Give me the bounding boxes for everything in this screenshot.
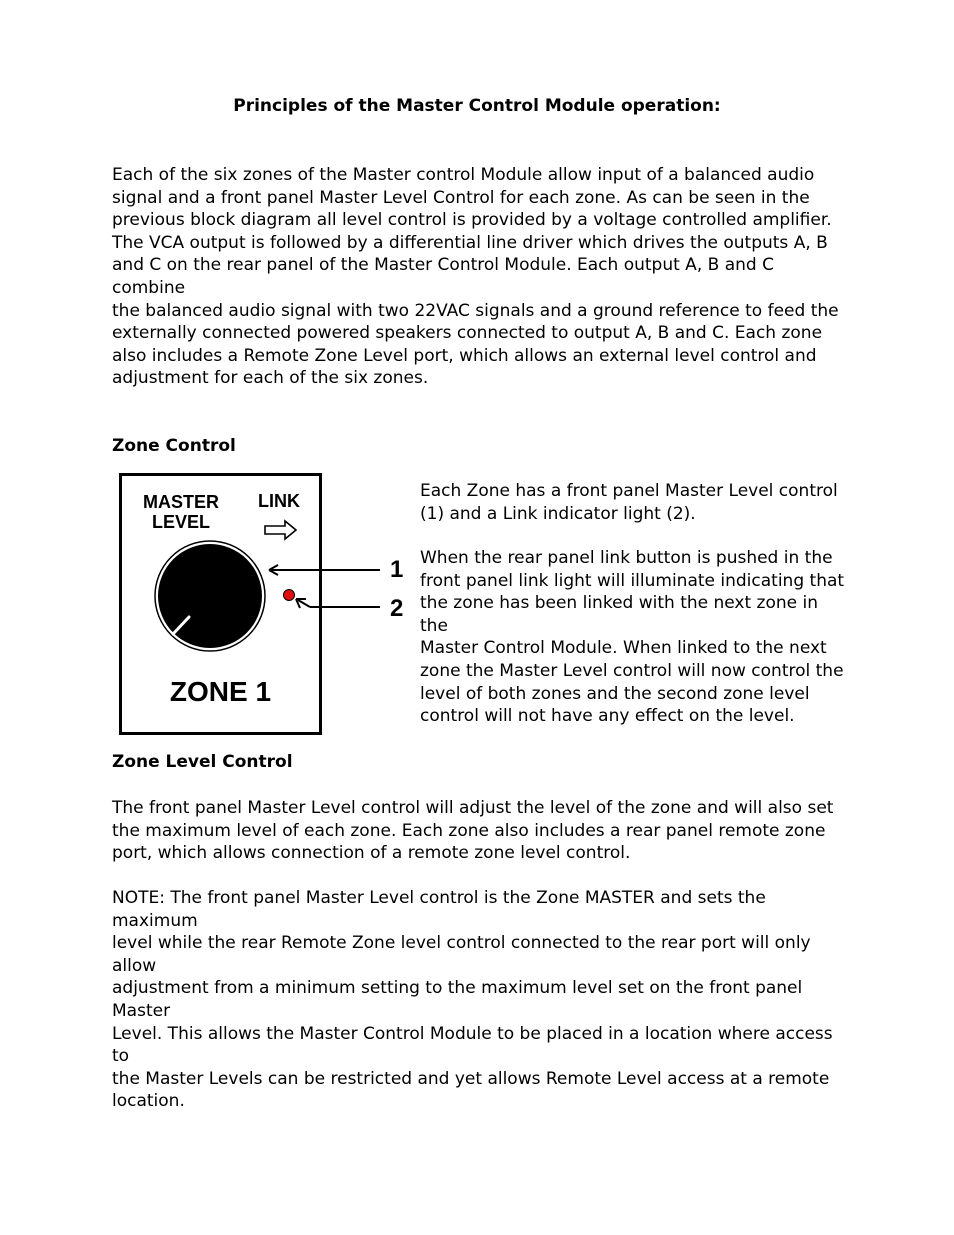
- zone-control-heading: Zone Control: [112, 436, 236, 456]
- zone-control-text-1: Each Zone has a front panel Master Level control (1) and a Link indicator light (2).: [420, 481, 838, 524]
- note-paragraph: NOTE: The front panel Master Level control is the Zone MASTER and sets the maximum level while the rear Remote Zone level control connected to the rear port will only allow adjustment from a minimum setting to the maximum level set on the front panel Master Level. This allows the Master Control Module to be placed in a location where access to the Master Levels can be restricted and yet allows Remote Level access at a remote location.: [112, 888, 833, 1112]
- zone-label: ZONE 1: [169, 676, 272, 707]
- link-label: LINK: [258, 491, 300, 511]
- master-level-label: MASTER LEVEL: [143, 492, 219, 532]
- callout-2-label: 2: [390, 595, 404, 622]
- callout-1-label: 1: [390, 556, 404, 583]
- zone-level-control-heading: Zone Level Control: [112, 752, 293, 772]
- link-indicator-light: [284, 590, 295, 601]
- page-title: Principles of the Master Control Module operation:: [233, 96, 721, 116]
- zone-control-text-2: When the rear panel link button is pushed in the front panel link light will illuminate indicating that the zone has been linked with the next zone in the Master Control Module. When linked to the next zone the Master Level control will now control the level of both zones and the second zone level control will not have any effect on the level.: [420, 548, 845, 727]
- zone-level-paragraph: The front panel Master Level control will adjust the level of the zone and will also set the maximum level of each zone. Each zone also includes a rear panel remote zone port, which allows connection of a remote zone level control.: [112, 798, 834, 864]
- intro-paragraph: Each of the six zones of the Master control Module allow input of a balanced audio signal and a front panel Master Level Control for each zone. As can be seen in the previous block diagram all level control is provided by a voltage controlled amplifier. The VCA output is followed by a differential line driver which drives the outputs A, B and C on the rear panel of the Master Control Module. Each output A, B and C combine the balanced audio signal with two 22VAC signals and a ground reference to feed the externally connected powered speakers connected to output A, B and C. Each zone also includes a Remote Zone Level port, which allows an external level control and adjustment for each of the six zones.: [112, 165, 839, 389]
- link-arrow-icon: [265, 521, 296, 539]
